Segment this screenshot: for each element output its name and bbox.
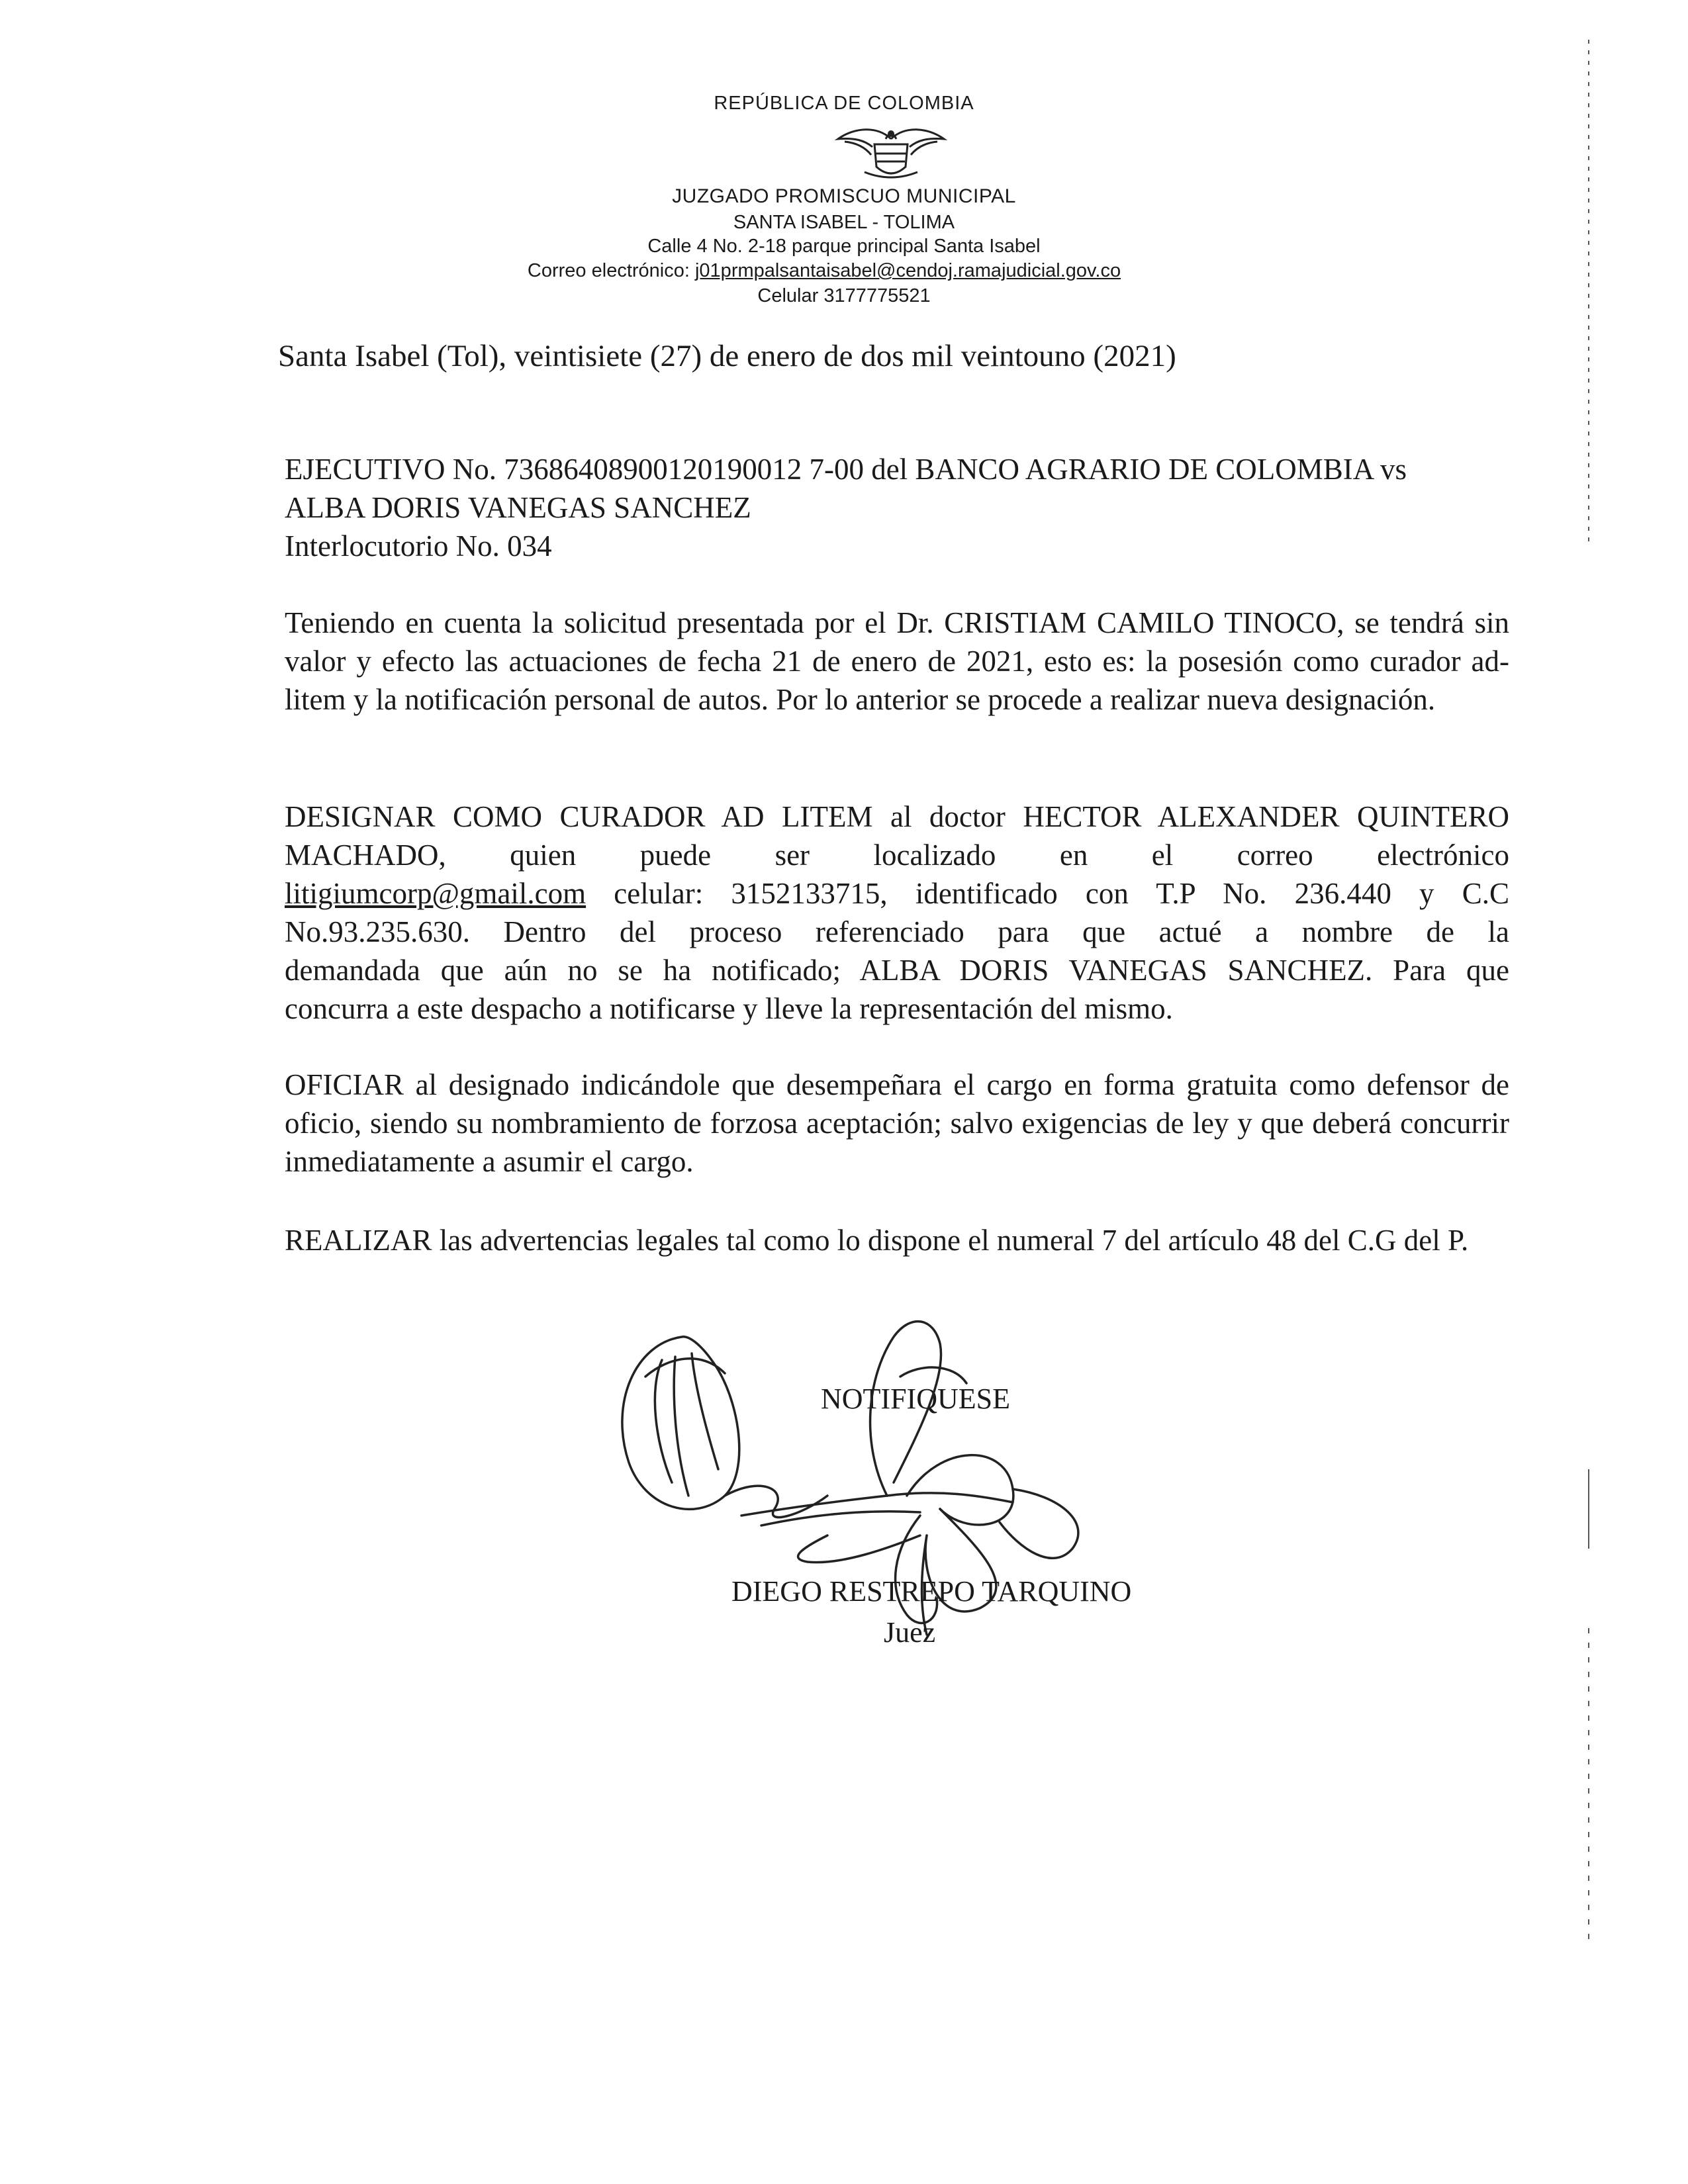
case-reference bbox=[285, 450, 1509, 565]
court-address: Calle 4 No. 2-18 parque principal Santa Isabel bbox=[647, 236, 1041, 257]
colombia-coat-of-arms-icon bbox=[825, 119, 957, 185]
court-name: JUZGADO PROMISCUO MUNICIPAL bbox=[672, 185, 1016, 207]
email-label: Correo electrónico: bbox=[527, 260, 690, 281]
case-reference-line-3: Interlocutorio No. 034 bbox=[285, 529, 552, 563]
republic-heading: REPÚBLICA DE COLOMBIA bbox=[714, 93, 974, 114]
court-email-link[interactable]: j01prmpalsantaisabel@cendoj.ramajudicial.gov.co bbox=[694, 260, 1121, 281]
scan-edge-mark bbox=[1585, 26, 1592, 1946]
paragraph-realizar: REALIZAR las advertencias legales tal como lo dispone el numeral 7 del artículo 48 del C.G del P. bbox=[285, 1224, 1469, 1257]
court-city: SANTA ISABEL - TOLIMA bbox=[733, 212, 955, 233]
designation-line-2: MACHADO, quien puede ser localizado en el correo electrónico bbox=[285, 839, 1509, 872]
judge-title: Juez bbox=[884, 1616, 936, 1649]
curator-email-link[interactable]: litigiumcorp@gmail.com bbox=[285, 877, 586, 910]
case-reference-line-2: ALBA DORIS VANEGAS SANCHEZ bbox=[285, 491, 751, 524]
paragraph-oficiar: OFICIAR al designado indicándole que desempeñara el cargo en forma gratuita como defensor de oficio, siendo su nombramiento de forzosa aceptación; salvo exigencias de ley y que deberá concurrir inmediatamente a asumir el cargo. bbox=[285, 1068, 1509, 1178]
paragraph-designation bbox=[285, 797, 1509, 1028]
designation-line-3 bbox=[285, 874, 1509, 913]
designation-line-1: DESIGNAR COMO CURADOR AD LITEM al doctor HECTOR ALEXANDER QUINTERO bbox=[285, 800, 1509, 833]
designation-line-6: concurra a este despacho a notificarse y lleve la representación del mismo. bbox=[285, 992, 1173, 1025]
designation-line-5: demandada que aún no se ha notificado; ALBA DORIS VANEGAS SANCHEZ. Para que bbox=[285, 954, 1509, 987]
court-email-line bbox=[0, 261, 1668, 281]
document-date: Santa Isabel (Tol), veintisiete (27) de enero de dos mil veintouno (2021) bbox=[278, 339, 1176, 373]
court-phone: Celular 3177775521 bbox=[757, 285, 931, 306]
notify-heading: NOTIFIQUESE bbox=[821, 1383, 1010, 1415]
judge-name: DIEGO RESTREPO TARQUINO bbox=[731, 1575, 1132, 1608]
case-reference-line-1: EJECUTIVO No. 73686408900120190012 7-00 del BANCO AGRARIO DE COLOMBIA vs bbox=[285, 453, 1407, 486]
designation-line-3-rest: celular: 3152133715, identificado con T.P No. 236.440 y C.C bbox=[586, 877, 1509, 910]
designation-line-4: No.93.235.630. Dentro del proceso referenciado para que actué a nombre de la bbox=[285, 915, 1509, 948]
paragraph-invalidation: Teniendo en cuenta la solicitud presentada por el Dr. CRISTIAM CAMILO TINOCO, se tendrá sin valor y efecto las actuaciones de fecha 21 de enero de 2021, esto es: la posesión como curador ad-litem y la notificación personal de autos. Por lo anterior se procede a realizar nueva designación. bbox=[285, 606, 1509, 716]
